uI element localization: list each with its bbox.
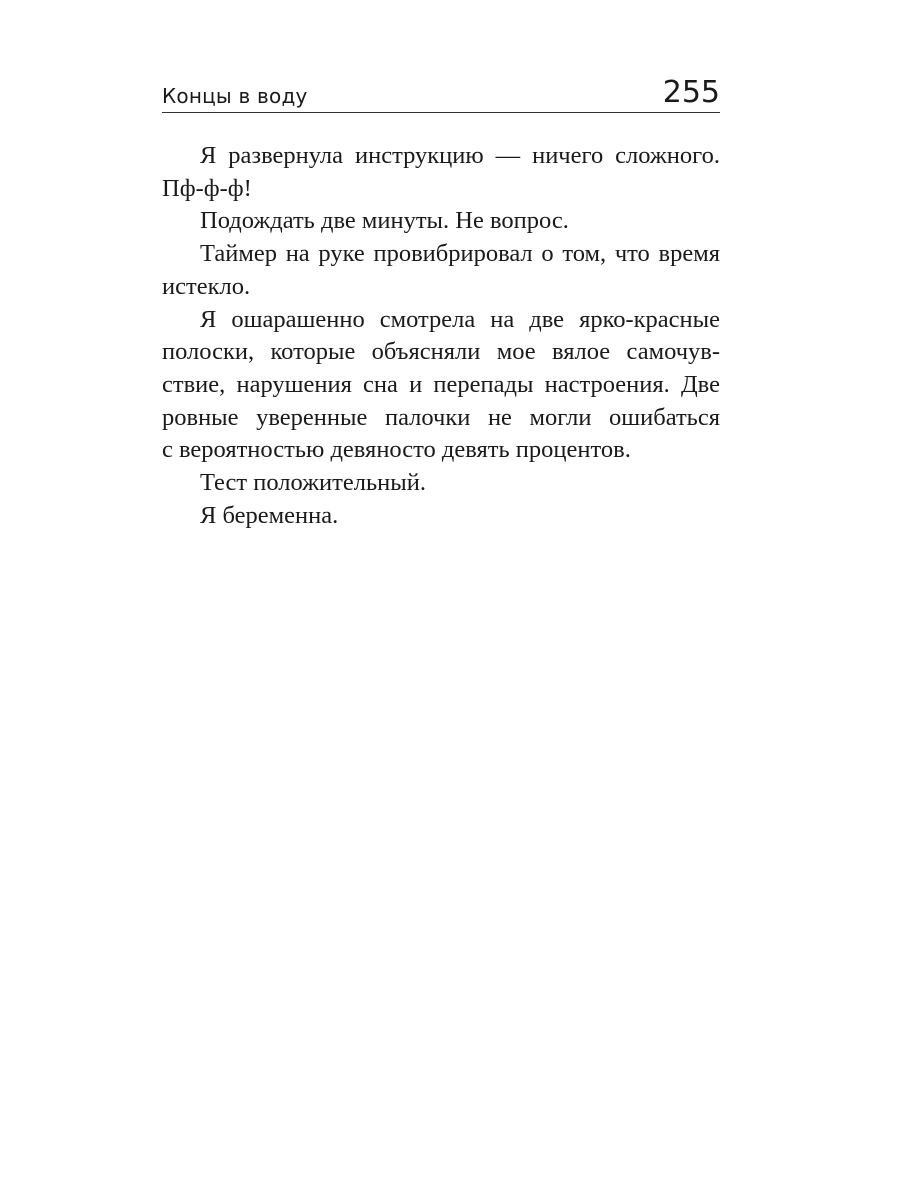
- text-line: Я ошарашенно смотрела на две ярко-красные: [200, 305, 720, 333]
- paragraph: [162, 304, 720, 468]
- text-line: Я беременна.: [200, 501, 339, 529]
- text-line: ствие, нарушения сна и перепады настроения. Две: [162, 370, 720, 398]
- text-line: Я развернула инструкцию — ничего сложного.: [200, 142, 720, 169]
- page-number: 255: [662, 75, 720, 110]
- text-line: Таймер на руке провибрировал о том, что время: [200, 240, 720, 268]
- paragraph: [162, 238, 720, 303]
- running-head: [162, 72, 720, 113]
- text-line: полоски, которые объясняли мое вялое самочув-: [162, 338, 720, 366]
- body-text: [162, 140, 720, 532]
- paragraph: [162, 140, 720, 205]
- text-line: Пф-ф-ф!: [162, 174, 252, 202]
- running-title: Концы в воду: [162, 84, 308, 108]
- paragraph: [162, 467, 720, 500]
- text-line: истекло.: [162, 272, 251, 300]
- book-page: [162, 72, 720, 532]
- text-line: с вероятностью девяносто девять процентов.: [162, 436, 631, 464]
- paragraph: [162, 500, 720, 533]
- text-line: Тест положительный.: [200, 469, 426, 497]
- text-line: ровные уверенные палочки не могли ошибаться: [162, 403, 720, 431]
- text-line: Подождать две минуты. Не вопрос.: [200, 207, 569, 235]
- paragraph: [162, 205, 720, 238]
